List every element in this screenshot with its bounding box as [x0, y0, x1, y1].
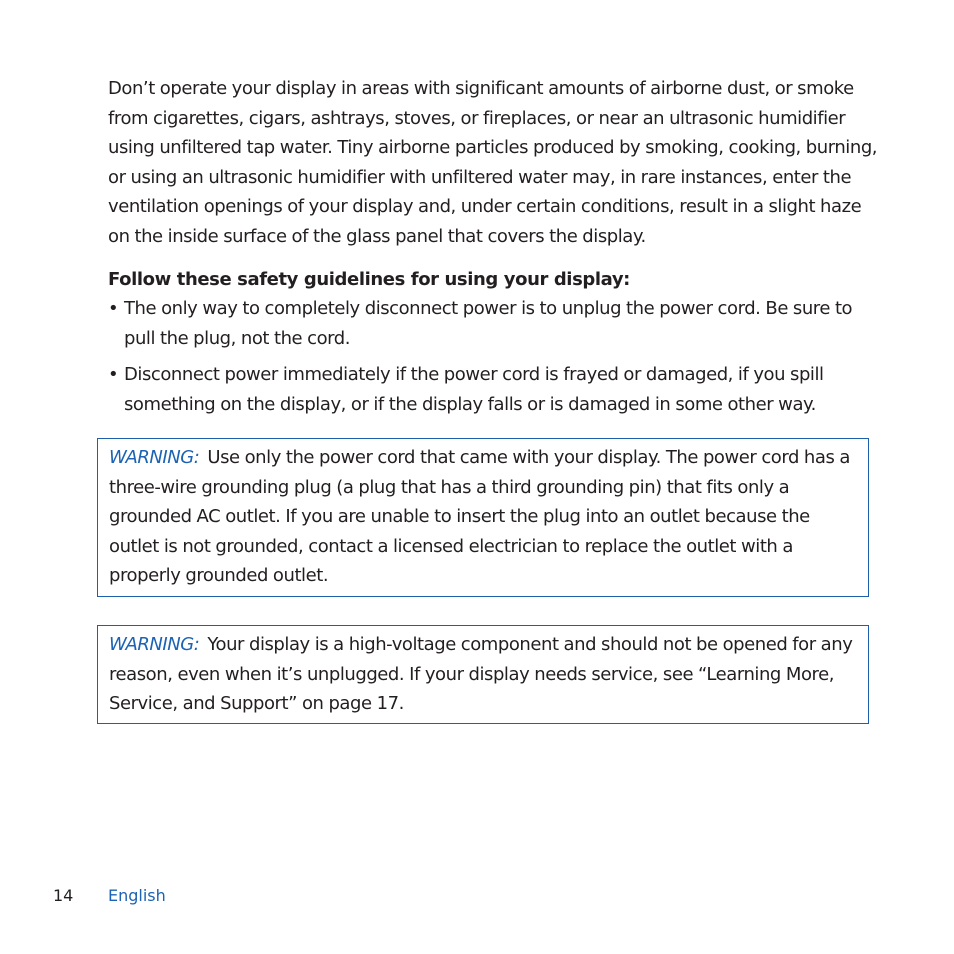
warning-body: Use only the power cord that came with your display. The power cord has a three-wire grounding plug (a plug that has a third grounding pin) that fits only a grounded AC outlet. If you are unable to insert the plug into an outlet because the outlet is not grounded, contact a licensed electrician to replace the outlet with a properly grounded outlet. — [109, 447, 850, 587]
bullet-item — [108, 294, 880, 353]
warning-label: WARNING: — [109, 634, 200, 655]
footer-language-label: English — [108, 886, 166, 905]
bullet-text: The only way to completely disconnect power is to unplug the power cord. Be sure to pull the plug, not the cord. — [124, 298, 853, 349]
bullet-item — [108, 360, 880, 419]
intro-paragraph: Don’t operate your display in areas with significant amounts of airborne dust, or smoke from cigarettes, cigars, ashtrays, stoves, or fireplaces, or near an ultrasonic humidifier using unfiltered tap water. Tiny airborne particles produced by smoking, cooking, burning, or using an ultrasonic humidifier with unfiltered water may, in rare instances, enter the ventilation openings of your display and, under certain conditions, result in a slight haze on the inside surface of the glass panel that covers the display. — [108, 78, 878, 247]
warning-text — [109, 443, 861, 591]
warning-box-power-cord — [97, 438, 869, 597]
warning-body: Your display is a high-voltage component and should not be opened for any reason, even when it’s unplugged. If your display needs service, see “Learning More, Service, and Support” on page 17. — [109, 634, 853, 715]
bullet-text: Disconnect power immediately if the power cord is frayed or damaged, if you spill something on the display, or if the display falls or is damaged in some other way. — [124, 364, 824, 415]
guidelines-heading: Follow these safety guidelines for using your display: — [108, 269, 630, 290]
warning-text — [109, 630, 861, 719]
page-number: 14 — [53, 886, 74, 905]
bullet-dot: • — [108, 298, 119, 319]
warning-label: WARNING: — [109, 447, 200, 468]
warning-box-high-voltage — [97, 625, 869, 724]
bullet-dot: • — [108, 364, 119, 385]
